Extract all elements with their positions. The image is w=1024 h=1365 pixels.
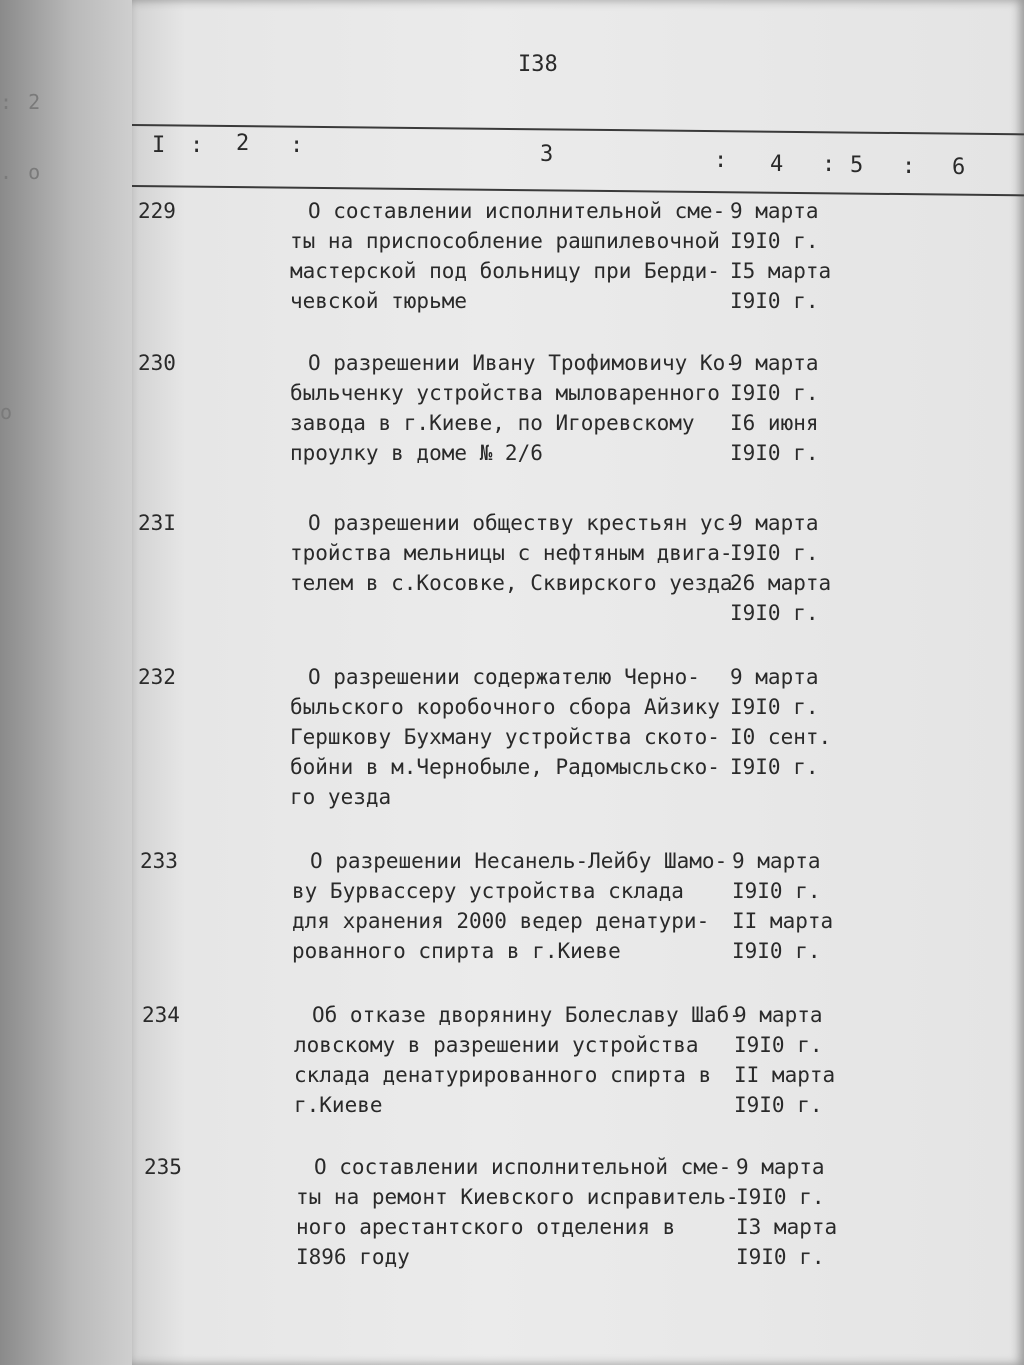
start-year: I9I0 г. (734, 1033, 823, 1057)
description-line: чевской тюрьме (290, 289, 468, 313)
start-year: I9I0 г. (732, 879, 821, 903)
entry-description (290, 348, 748, 468)
description-line: тройства мельницы с нефтяным двига- (290, 541, 733, 565)
end-year: I9I0 г. (734, 1093, 823, 1117)
column-header-5: 5 (850, 153, 864, 178)
entry-number: 232 (138, 665, 176, 689)
entry-dates (730, 196, 870, 316)
column-header-6: 6 (952, 155, 966, 180)
description-line: рованного спирта в г.Киеве (292, 939, 621, 963)
start-date: 9 марта (732, 849, 821, 873)
end-year: I9I0 г. (730, 755, 819, 779)
description-line: О составлении исполнительной сме- (314, 1155, 732, 1179)
entry-description (294, 1000, 752, 1120)
column-header-4: 4 (770, 152, 784, 177)
entry-description (292, 846, 750, 966)
document-page (132, 0, 1024, 1365)
table-header-top-rule (132, 124, 1024, 135)
start-date: 9 марта (730, 665, 819, 689)
column-header-1: I (152, 133, 166, 158)
start-date: 9 марта (730, 351, 819, 375)
description-line: ного арестантского отделения в (296, 1215, 676, 1239)
table-header-bottom-rule (132, 185, 1024, 196)
end-date: 26 марта (730, 571, 832, 595)
entry-description (290, 662, 748, 812)
entry-number: 234 (142, 1003, 180, 1027)
description-line: быльченку устройства мыловаренного (290, 381, 720, 405)
column-separator: : (822, 152, 836, 177)
description-line: Гершкову Бухману устройства ското- (290, 725, 720, 749)
description-line: О составлении исполнительной сме- (308, 199, 726, 223)
column-separator: : (290, 133, 304, 158)
end-year: I9I0 г. (732, 939, 821, 963)
entry-number: 229 (138, 199, 176, 223)
description-line: О разрешении обществу крестьян ус- (308, 511, 738, 535)
start-year: I9I0 г. (730, 381, 819, 405)
bleed-through-mark: . о (0, 160, 43, 184)
description-line: Об отказе дворянину Болеславу Шаб- (312, 1003, 742, 1027)
entry-description (290, 196, 748, 316)
start-date: 9 марта (730, 511, 819, 535)
bleed-through-mark: : 2 (0, 90, 43, 114)
description-line: ловскому в разрешении устройства (294, 1033, 699, 1057)
start-date: 9 марта (736, 1155, 825, 1179)
column-header-3: 3 (540, 142, 554, 167)
entry-dates (734, 1000, 874, 1120)
end-date: I6 июня (730, 411, 819, 435)
description-line: проулку в доме № 2/6 (290, 441, 543, 465)
start-year: I9I0 г. (730, 695, 819, 719)
column-separator: : (190, 133, 204, 158)
end-date: II марта (734, 1063, 836, 1087)
description-line: завода в г.Киеве, по Игоревскому (290, 411, 695, 435)
entry-dates (730, 348, 870, 468)
facing-page-edge (0, 0, 132, 1365)
description-line: мастерской под больницу при Берди- (290, 259, 720, 283)
start-year: I9I0 г. (730, 541, 819, 565)
start-date: 9 марта (734, 1003, 823, 1027)
page-number: I38 (518, 52, 558, 77)
entry-dates (730, 508, 870, 628)
entry-description (290, 508, 748, 598)
end-date: I5 марта (730, 259, 832, 283)
end-year: I9I0 г. (730, 441, 819, 465)
start-year: I9I0 г. (736, 1185, 825, 1209)
description-line: го уезда (290, 785, 392, 809)
description-line: бойни в м.Чернобыле, Радомысльско- (290, 755, 720, 779)
column-separator: : (714, 148, 728, 173)
end-date: II марта (732, 909, 834, 933)
entry-dates (730, 662, 870, 782)
entry-number: 23I (138, 511, 176, 535)
end-year: I9I0 г. (736, 1245, 825, 1269)
entry-number: 233 (140, 849, 178, 873)
entry-description (296, 1152, 754, 1272)
bleed-through-mark: о (0, 400, 15, 424)
description-line: ты на ремонт Киевского исправитель- (296, 1185, 739, 1209)
description-line: г.Киеве (294, 1093, 383, 1117)
entry-number: 235 (144, 1155, 182, 1179)
description-line: I896 году (296, 1245, 410, 1269)
start-year: I9I0 г. (730, 229, 819, 253)
description-line: быльского коробочного сбора Айзику (290, 695, 720, 719)
description-line: О разрешении Несанель-Лейбу Шамо- (310, 849, 728, 873)
column-separator: : (902, 154, 916, 179)
description-line: для хранения 2000 ведер денатури- (292, 909, 710, 933)
end-year: I9I0 г. (730, 289, 819, 313)
end-date: I3 марта (736, 1215, 838, 1239)
end-date: I0 сент. (730, 725, 832, 749)
description-line: ву Бурвассеру устройства склада (292, 879, 684, 903)
end-year: I9I0 г. (730, 601, 819, 625)
column-header-2: 2 (236, 131, 250, 156)
entry-dates (736, 1152, 876, 1272)
description-line: О разрешении содержателю Черно- (308, 665, 700, 689)
entry-dates (732, 846, 872, 966)
entry-number: 230 (138, 351, 176, 375)
description-line: О разрешении Ивану Трофимовичу Ко- (308, 351, 738, 375)
description-line: склада денатурированного спирта в (294, 1063, 712, 1087)
description-line: ты на приспособление рашпилевочной (290, 229, 720, 253)
description-line: телем в с.Косовке, Сквирского уезда (290, 571, 733, 595)
start-date: 9 марта (730, 199, 819, 223)
